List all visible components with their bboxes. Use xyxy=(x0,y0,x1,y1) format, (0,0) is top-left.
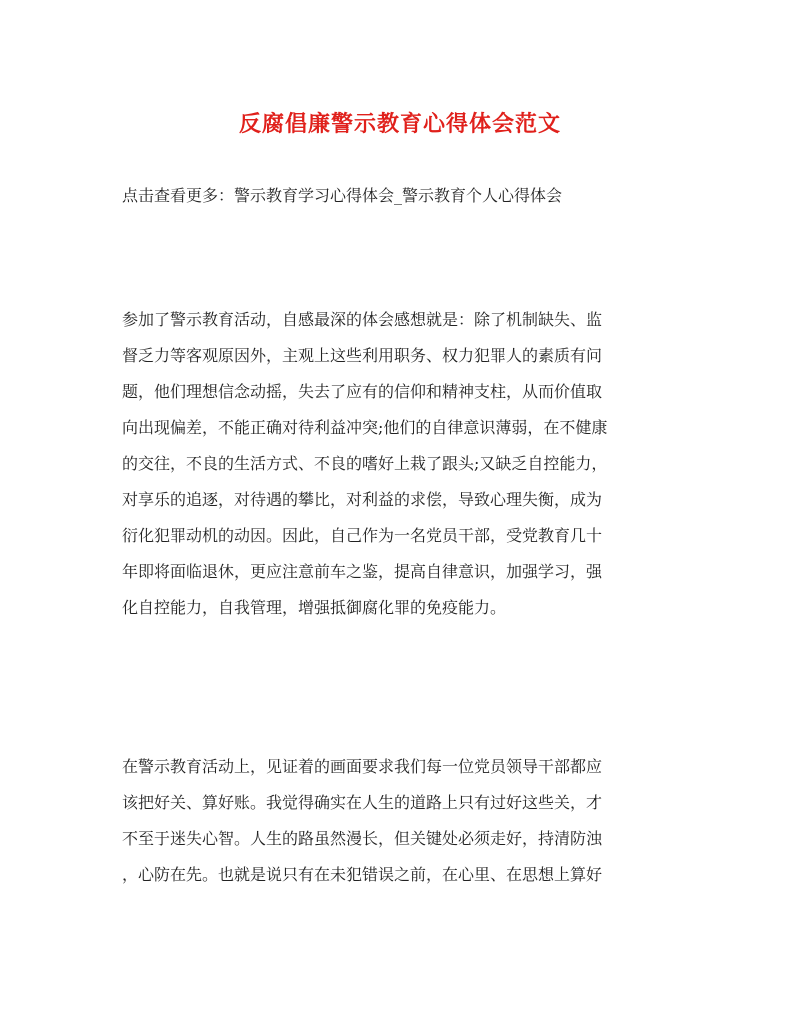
paragraph-line: 年即将面临退休，更应注意前车之鉴，提高自律意识，加强学习，强 xyxy=(122,562,603,581)
paragraph-line: 向出现偏差，不能正确对待利益冲突;他们的自律意识薄弱，在不健康 xyxy=(122,418,608,437)
paragraph-line: 衍化犯罪动机的动因。因此，自己作为一名党员干部，受党教育几十 xyxy=(122,526,603,545)
see-more-line: 点击查看更多：警示教育学习心得体会_警示教育个人心得体会 xyxy=(122,186,563,205)
paragraph-line: 该把好关、算好账。我觉得确实在人生的道路上只有过好这些关，才 xyxy=(122,793,603,812)
paragraph-line: 参加了警示教育活动，自感最深的体会感想就是：除了机制缺失、监 xyxy=(122,310,603,329)
paragraph-line: 化自控能力，自我管理，增强抵御腐化罪的免疫能力。 xyxy=(122,598,507,617)
body-paragraph xyxy=(122,749,682,893)
document-title: 反腐倡廉警示教育心得体会范文 xyxy=(238,111,561,137)
paragraph-line: 在警示教育活动上，见证着的画面要求我们每一位党员领导干部都应 xyxy=(122,757,603,776)
paragraph-line: 督乏力等客观原因外，主观上这些利用职务、权力犯罪人的素质有问 xyxy=(122,346,603,365)
paragraph-line: 题，他们理想信念动摇，失去了应有的信仰和精神支柱，从而价值取 xyxy=(122,382,603,401)
body-paragraph xyxy=(122,302,682,626)
paragraph-line: 对享乐的追逐，对待遇的攀比，对利益的求偿，导致心理失衡，成为 xyxy=(122,490,603,509)
paragraph-line: 的交往，不良的生活方式、不良的嗜好上栽了跟头;又缺乏自控能力， xyxy=(122,454,608,473)
paragraph-line: ，心防在先。也就是说只有在未犯错误之前，在心里、在思想上算好 xyxy=(122,865,603,884)
paragraph-line: 不至于迷失心智。人生的路虽然漫长，但关键处必须走好，持清防浊 xyxy=(122,829,603,848)
